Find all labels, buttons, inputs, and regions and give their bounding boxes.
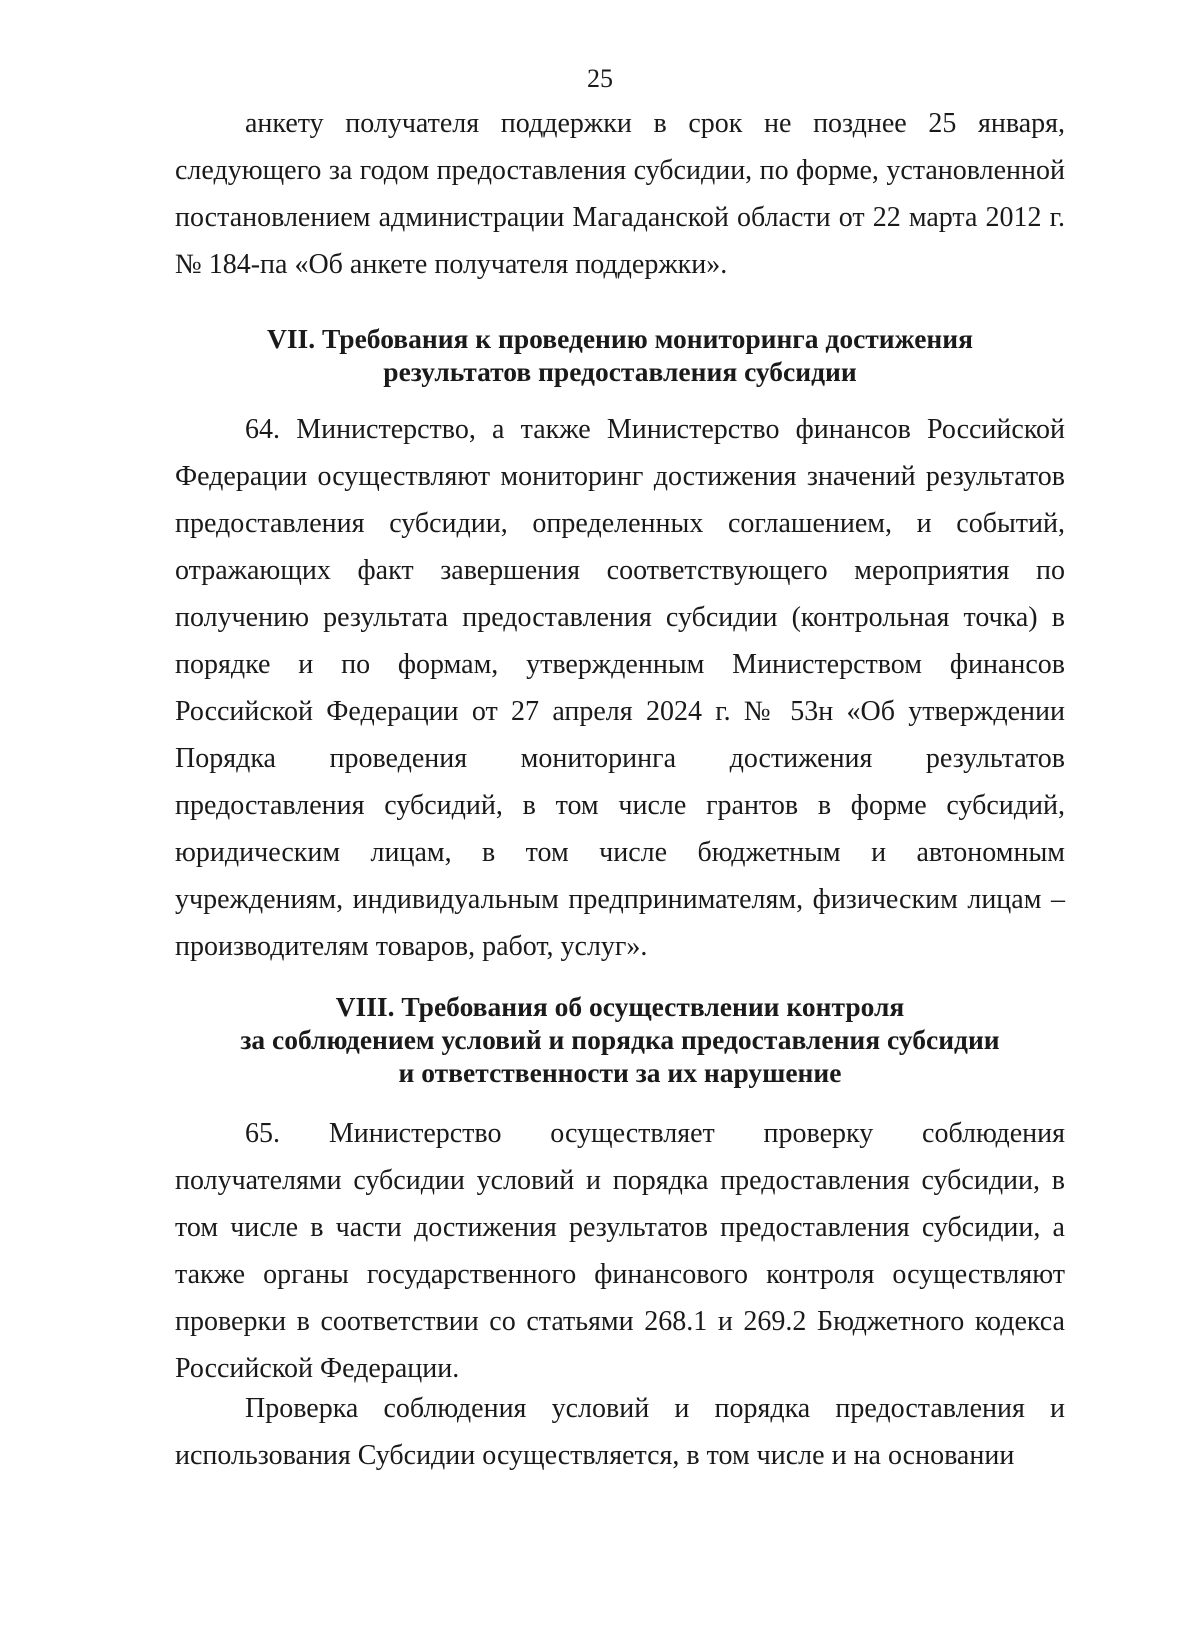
section-8-heading	[175, 990, 1065, 1089]
section-8-heading-line-3: и ответственности за их нарушение	[398, 1057, 842, 1088]
paragraph-check: Проверка соблюдения условий и порядка предоставления и использования Субсидии осуществляется, в том числе и на основании	[175, 1393, 1065, 1471]
section-7-heading	[175, 322, 1065, 388]
section-7-heading-line-2: результатов предоставления субсидии	[383, 356, 857, 387]
section-7-heading-line-1: VII. Требования к проведению мониторинга достижения	[267, 323, 973, 354]
page-number: 25	[587, 64, 613, 93]
section-8-heading-line-1: VIII. Требования об осуществлении контроля	[335, 991, 905, 1022]
section-8-heading-line-2: за соблюдением условий и порядка предоставления субсидии	[240, 1024, 1000, 1055]
paragraph-64: 64. Министерство, а также Министерство финансов Российской Федерации осуществляют мониторинг достижения значений результатов предоставления субсидии, определенных соглашением, и событий, отражающих факт завершения соответствующего мероприятия по получению результата предоставления субсидии (контрольная точка) в порядке и по формам, утвержденным Министерством финансов Российской Федерации от 27 апреля 2024 г. № 53н «Об утверждении Порядка проведения мониторинга достижения результатов предоставления субсидий, в том числе грантов в форме субсидий, юридическим лицам, в том числе бюджетным и автономным учреждениям, индивидуальным предпринимателям, физическим лицам – производителям товаров, работ, услуг».	[175, 414, 1065, 962]
paragraph-intro: анкету получателя поддержки в срок не позднее 25 января, следующего за годом предоставления субсидии, по форме, установленной постановлением администрации Магаданской области от 22 марта 2012 г. № 184-па «Об анкете получателя поддержки».	[175, 108, 1065, 280]
paragraph-65: 65. Министерство осуществляет проверку соблюдения получателями субсидии условий и порядка предоставления субсидии, в том числе в части достижения результатов предоставления субсидии, а также органы государственного финансового контроля осуществляют проверки в соответствии со статьями 268.1 и 269.2 Бюджетного кодекса Российской Федерации.	[175, 1118, 1065, 1384]
